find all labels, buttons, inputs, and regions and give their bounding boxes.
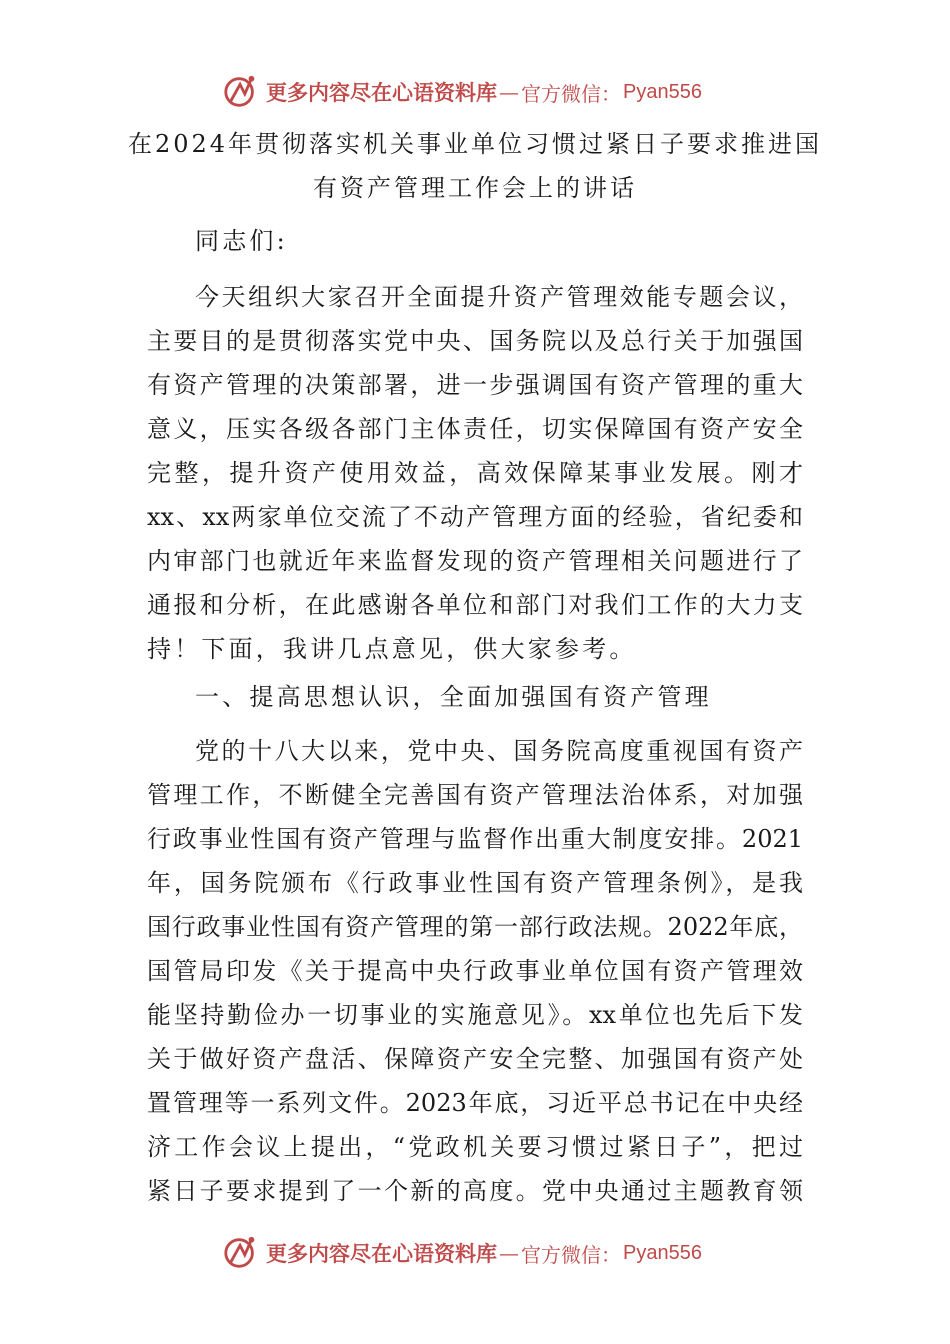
watermark-banner-top: [222, 72, 742, 112]
paragraph-2-line: 关于做好资产盘活、保障资产安全完整、加强国有资产处: [147, 1045, 803, 1073]
paragraph-2-line: 济工作会议上提出，“党政机关要习惯过紧日子”，把过: [147, 1133, 803, 1161]
watermark-wechat-label: 官方微信：: [521, 81, 621, 106]
paragraph-1-line: 主要目的是贯彻落实党中央、国务院以及总行关于加强国: [147, 327, 803, 355]
paragraph-2-line: 国管局印发《关于提高中央行政事业单位国有资产管理效: [147, 957, 803, 985]
paragraph-2-line: 管理工作，不断健全完善国有资产管理法治体系，对加强: [147, 781, 803, 809]
paragraph-2-line: 置管理等一系列文件。2023年底，习近平总书记在中央经: [147, 1089, 803, 1117]
brand-logo-icon: [222, 1234, 260, 1272]
paragraph-1-line: 意义，压实各级各部门主体责任，切实保障国有资产安全: [147, 415, 803, 443]
document-title-line-1: 在2024年贯彻落实机关事业单位习惯过紧日子要求推进国: [127, 130, 823, 158]
paragraph-1-line: 通报和分析，在此感谢各单位和部门对我们工作的大力支: [147, 591, 803, 619]
watermark-dash: —: [499, 1241, 519, 1265]
paragraph-2-line: 党的十八大以来，党中央、国务院高度重视国有资产: [195, 737, 803, 765]
watermark-wechat-id: Pyan556: [623, 1241, 702, 1264]
paragraph-1-line: 今天组织大家召开全面提升资产管理效能专题会议，: [195, 283, 803, 311]
watermark-dash: —: [499, 80, 519, 104]
watermark-brand: 更多内容尽在心语资料库: [266, 1241, 497, 1266]
paragraph-2-line: 紧日子要求提到了一个新的高度。党中央通过主题教育领: [147, 1177, 803, 1205]
paragraph-1-line: xx、xx两家单位交流了不动产管理方面的经验，省纪委和: [147, 503, 803, 531]
paragraph-1-line: 持！下面，我讲几点意见，供大家参考。: [147, 635, 637, 663]
paragraph-1-line: 有资产管理的决策部署，进一步强调国有资产管理的重大: [147, 371, 803, 399]
watermark-banner-bottom: [222, 1233, 742, 1273]
paragraph-1-line: 完整，提升资产使用效益，高效保障某事业发展。刚才: [147, 459, 803, 487]
watermark-wechat-id: Pyan556: [623, 80, 702, 103]
document-title-line-2: 有资产管理工作会上的讲话: [313, 174, 637, 202]
paragraph-1-line: 内审部门也就近年来监督发现的资产管理相关问题进行了: [147, 547, 803, 575]
section-heading-1: 一、提高思想认识，全面加强国有资产管理: [195, 683, 712, 711]
paragraph-2-line: 行政事业性国有资产管理与监督作出重大制度安排。2021: [147, 825, 803, 853]
brand-logo-icon: [222, 73, 260, 111]
paragraph-2-line: 国行政事业性国有资产管理的第一部行政法规。2022年底，: [147, 913, 803, 941]
paragraph-2-line: 能坚持勤俭办一切事业的实施意见》。xx单位也先后下发: [147, 1001, 803, 1029]
salutation: 同志们:: [195, 227, 288, 255]
watermark-brand: 更多内容尽在心语资料库: [266, 80, 497, 105]
paragraph-2-line: 年，国务院颁布《行政事业性国有资产管理条例》，是我: [147, 869, 803, 897]
watermark-wechat-label: 官方微信：: [521, 1242, 621, 1267]
